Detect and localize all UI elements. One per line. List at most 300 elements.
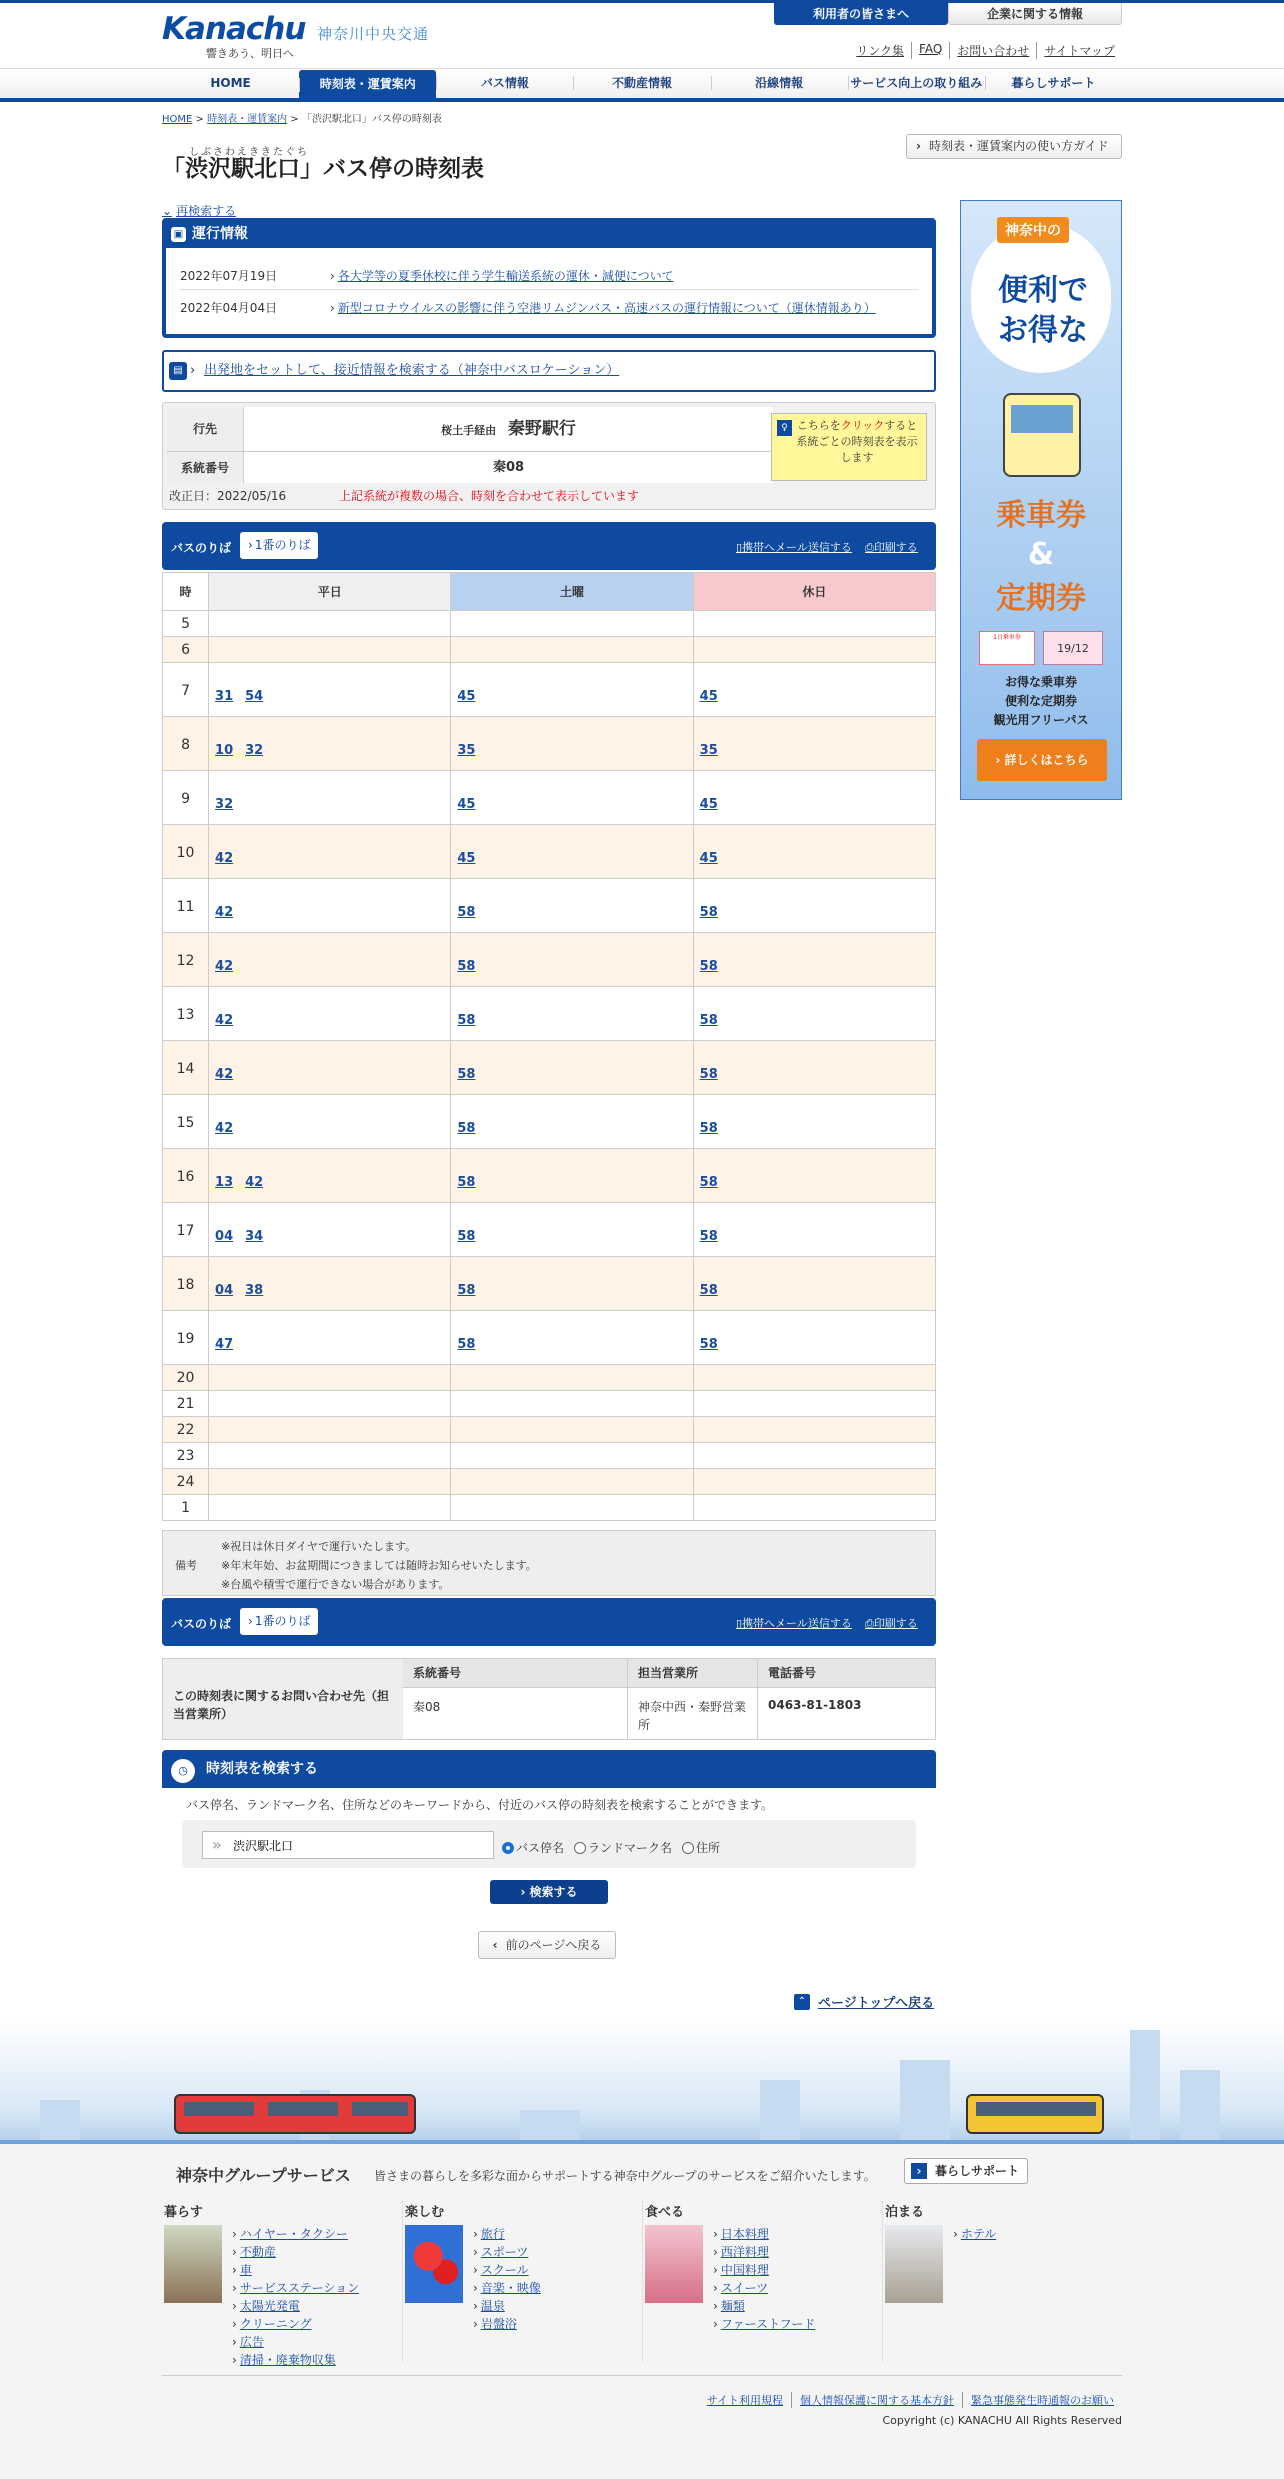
timetable-row <box>163 1311 936 1365</box>
header <box>162 3 1122 68</box>
revision-note: 上記系統が複数の場合、時刻を合わせて表示しています <box>339 489 640 503</box>
departure-minute[interactable]: 58 <box>699 1013 718 1028</box>
minutes-cell-su <box>693 611 935 637</box>
minutes-cell-wk <box>209 1469 451 1495</box>
copyright: Copyright (c) KANACHU All Rights Reserved <box>882 2414 1122 2427</box>
category-item[interactable] <box>232 2333 359 2351</box>
pole-label: バスのりば <box>171 541 232 555</box>
breadcrumb-timetable[interactable]: 時刻表・運賃案内 <box>207 114 288 125</box>
hour-cell: 24 <box>163 1469 209 1495</box>
timetable-row <box>163 1443 936 1469</box>
radio-landmark-mark[interactable] <box>574 1842 586 1854</box>
mail-link[interactable]: ▯携帯へメール送信する <box>736 541 852 554</box>
category-item-link[interactable]: 車 <box>239 2263 252 2277</box>
banner-headline <box>981 271 1105 351</box>
departure-minute[interactable]: 42 <box>215 959 234 974</box>
minutes-cell-sa <box>451 1041 693 1095</box>
pole-button[interactable]: › 1番のりば <box>240 1608 318 1635</box>
category-item[interactable] <box>713 2243 815 2261</box>
banner-list <box>961 673 1121 730</box>
articulated-bus-illustration <box>174 2094 416 2134</box>
departure-minute[interactable]: 58 <box>457 1121 476 1136</box>
page-top-link[interactable]: ページトップへ戻る <box>818 1996 935 2011</box>
timetable-row <box>163 987 936 1041</box>
link-contact[interactable]: お問い合わせ <box>949 42 1036 59</box>
hour-cell: 19 <box>163 1311 209 1365</box>
radio-bus-stop-label: バス停名 <box>516 1841 565 1855</box>
banner-ticket: 乗車券 <box>996 498 1086 533</box>
timetable-row <box>163 1469 936 1495</box>
departure-minute[interactable]: 04 <box>215 1283 234 1298</box>
category-item-link[interactable]: スクール <box>480 2263 529 2277</box>
departure-minute[interactable]: 45 <box>699 797 718 812</box>
print-link-text[interactable]: 印刷する <box>873 1617 918 1630</box>
category-item-link[interactable]: クリーニング <box>239 2317 312 2331</box>
minutes-cell-wk <box>209 825 451 879</box>
top-tabs <box>774 3 1122 25</box>
category-item[interactable] <box>713 2225 815 2243</box>
footer-link-terms[interactable]: サイト利用規程 <box>706 2394 783 2407</box>
guide-button[interactable]: › 時刻表・運賃案内の使い方ガイド <box>906 134 1122 159</box>
back-button[interactable]: ‹ 前のページへ戻る <box>478 1931 616 1959</box>
departure-minute[interactable]: 42 <box>215 851 234 866</box>
category-item[interactable] <box>713 2261 815 2279</box>
nav-area-info[interactable]: 沿線情報 <box>711 68 848 98</box>
category-item[interactable] <box>232 2315 359 2333</box>
category-item-link[interactable]: スイーツ <box>720 2281 769 2295</box>
print-link-text[interactable]: 印刷する <box>873 541 918 554</box>
category-eat <box>642 2201 882 2361</box>
category-item[interactable] <box>953 2225 996 2243</box>
minutes-cell-sa <box>451 1365 693 1391</box>
bus-pole-bar-top <box>162 522 936 570</box>
minutes-cell-su <box>693 825 935 879</box>
footer-link-privacy[interactable]: 個人情報保護に関する基本方針 <box>791 2392 962 2408</box>
category-item-link[interactable]: 麺類 <box>720 2299 745 2313</box>
minutes-cell-wk <box>209 1311 451 1365</box>
departure-minute[interactable]: 45 <box>699 851 718 866</box>
banner-list-item: 便利な定期券 <box>1004 694 1077 708</box>
tt-head-weekday: 平日 <box>209 573 451 611</box>
category-item[interactable] <box>473 2261 541 2279</box>
radio-landmark[interactable] <box>574 1839 672 1856</box>
category-item-link[interactable]: サービスステーション <box>239 2281 360 2295</box>
category-list <box>953 2225 996 2243</box>
minutes-cell-wk <box>209 717 451 771</box>
banner-more-button[interactable]: › 詳しくはこちら <box>977 739 1107 781</box>
category-item-link[interactable]: ハイヤー・タクシー <box>239 2227 348 2241</box>
timetable-row <box>163 1149 936 1203</box>
category-item[interactable] <box>232 2225 359 2243</box>
destination-info <box>162 402 936 510</box>
yellow-bus-illustration <box>966 2094 1104 2134</box>
timetable-row <box>163 611 936 637</box>
search-area <box>182 1820 916 1868</box>
search-input[interactable] <box>202 1831 494 1859</box>
departure-minute[interactable]: 45 <box>699 689 718 704</box>
timetable-row <box>163 771 936 825</box>
inquiry-table <box>162 1658 936 1740</box>
minutes-cell-sa <box>451 1257 693 1311</box>
dest-via: 桜土手経由 <box>441 424 497 437</box>
category-item-link[interactable]: 旅行 <box>480 2227 505 2241</box>
ops-item <box>180 294 918 322</box>
remarks-label: 備考 <box>175 1559 197 1572</box>
nav-timetable[interactable]: 時刻表・運賃案内 <box>299 70 436 98</box>
minutes-cell-sa <box>451 1149 693 1203</box>
bus-pole-bar-bottom <box>162 1598 936 1646</box>
tab-corporate[interactable]: 企業に関する情報 <box>948 3 1122 25</box>
minutes-cell-wk <box>209 1041 451 1095</box>
building <box>520 2110 580 2140</box>
tt-head-saturday: 土曜 <box>451 573 693 611</box>
revision-date: 改正日：2022/05/16 <box>169 489 287 503</box>
minutes-cell-sa <box>451 1469 693 1495</box>
breadcrumb-current: 「渋沢駅北口」バス停の時刻表 <box>301 114 442 125</box>
life-support-button[interactable]: › 暮らしサポート <box>904 2158 1028 2184</box>
group-description: 皆さまの暮らしを多彩な面からサポートする神奈中グループのサービスをご紹介いたします。 <box>374 2169 876 2183</box>
category-item[interactable] <box>232 2243 359 2261</box>
banner-line2: お得な <box>998 313 1088 348</box>
minutes-cell-su <box>693 1095 935 1149</box>
remark-line: ※台風や積雪で運行できない場合があります。 <box>221 1578 450 1591</box>
minutes-cell-wk <box>209 611 451 637</box>
remark-line: ※年末年始、お盆期間につきましては随時お知らせいたします。 <box>221 1559 537 1572</box>
departure-minute[interactable]: 42 <box>215 1013 234 1028</box>
category-item-link[interactable]: 岩盤浴 <box>480 2317 517 2331</box>
category-item-link[interactable]: 音楽・映像 <box>480 2281 541 2295</box>
minutes-cell-wk <box>209 1365 451 1391</box>
minutes-cell-sa <box>451 825 693 879</box>
departure-minute[interactable]: 10 <box>215 743 234 758</box>
departure-minute[interactable]: 34 <box>245 1229 264 1244</box>
timetable-icon: ◷ <box>171 1759 195 1783</box>
hour-cell: 16 <box>163 1149 209 1203</box>
category-item-link[interactable]: 清掃・廃棄物収集 <box>239 2353 336 2367</box>
departure-minute[interactable]: 13 <box>215 1175 234 1190</box>
hotel-photo <box>885 2225 943 2303</box>
inquiry-phone: 0463-81-1803 <box>757 1687 935 1739</box>
category-item-link[interactable]: 中国料理 <box>720 2263 769 2277</box>
pointer-icon: ♀ <box>777 420 792 436</box>
route-value: 秦08 <box>243 451 773 483</box>
nav-real-estate[interactable]: 不動産情報 <box>573 68 710 98</box>
minutes-cell-sa <box>451 1203 693 1257</box>
chevron-up-icon[interactable]: ⌃ <box>794 1994 810 2010</box>
logo[interactable] <box>162 13 305 61</box>
category-item[interactable] <box>232 2297 359 2315</box>
departure-minute[interactable]: 35 <box>457 743 476 758</box>
category-stay <box>882 2201 1122 2361</box>
departure-minute[interactable]: 58 <box>699 959 718 974</box>
departure-minute[interactable]: 45 <box>457 851 476 866</box>
radio-bus-stop-mark[interactable] <box>502 1842 514 1854</box>
minutes-cell-wk <box>209 879 451 933</box>
timetable <box>162 572 936 1521</box>
timetable-row <box>163 1203 936 1257</box>
minutes-cell-sa <box>451 1495 693 1521</box>
departure-minute[interactable]: 58 <box>457 959 476 974</box>
hour-cell: 20 <box>163 1365 209 1391</box>
building <box>760 2080 800 2140</box>
departure-minute[interactable]: 58 <box>457 905 476 920</box>
timetable-row <box>163 1417 936 1443</box>
mail-link[interactable]: ▯携帯へメール送信する <box>736 1617 852 1630</box>
minutes-cell-sa <box>451 637 693 663</box>
minutes-cell-su <box>693 1365 935 1391</box>
departure-minute[interactable]: 58 <box>699 1283 718 1298</box>
minutes-cell-wk <box>209 1417 451 1443</box>
ops-date: 2022年04月04日 <box>180 301 278 315</box>
hour-cell: 11 <box>163 879 209 933</box>
minutes-cell-su <box>693 933 935 987</box>
category-item[interactable] <box>232 2351 359 2369</box>
minutes-cell-su <box>693 879 935 933</box>
page-title: 「渋沢駅北口」バス停の時刻表 <box>162 156 484 182</box>
minutes-cell-su <box>693 1311 935 1365</box>
category-item[interactable] <box>713 2279 815 2297</box>
bus-window <box>352 2102 408 2116</box>
minutes-cell-su <box>693 1469 935 1495</box>
departure-minute[interactable]: 38 <box>245 1283 264 1298</box>
departure-minute[interactable]: 32 <box>245 743 264 758</box>
departure-minute[interactable]: 58 <box>699 1337 718 1352</box>
balloon-photo <box>405 2225 463 2303</box>
timetable-row <box>163 1257 936 1311</box>
departure-minute[interactable]: 42 <box>215 905 234 920</box>
departure-minute[interactable]: 35 <box>699 743 718 758</box>
minutes-cell-wk <box>209 1443 451 1469</box>
departure-minute[interactable]: 58 <box>699 1067 718 1082</box>
departure-minute[interactable]: 32 <box>215 797 234 812</box>
departure-minute[interactable]: 04 <box>215 1229 234 1244</box>
building <box>1130 2030 1160 2140</box>
link-sitemap[interactable]: サイトマップ <box>1036 42 1122 59</box>
category-title: 暮らす <box>164 2205 204 2220</box>
minutes-cell-sa <box>451 1391 693 1417</box>
hour-cell: 22 <box>163 1417 209 1443</box>
minutes-cell-wk <box>209 771 451 825</box>
inquiry-route: 秦08 <box>403 1687 627 1739</box>
bus-window <box>268 2102 338 2116</box>
breadcrumb-home[interactable]: HOME <box>162 114 193 125</box>
hour-cell: 23 <box>163 1443 209 1469</box>
ops-link[interactable]: › 各大学等の夏季休校に伴う学生輸送系統の運休・減便について <box>330 262 674 290</box>
category-item[interactable] <box>232 2279 359 2297</box>
operation-info <box>162 218 936 338</box>
hour-cell: 14 <box>163 1041 209 1095</box>
search-header <box>162 1750 936 1788</box>
house-photo <box>164 2225 222 2303</box>
minutes-cell-su <box>693 637 935 663</box>
click-text-pre: こちらを <box>796 419 841 432</box>
bus-window <box>184 2102 254 2116</box>
departure-minute[interactable]: 58 <box>699 1175 718 1190</box>
minutes-cell-wk <box>209 1149 451 1203</box>
departure-minute[interactable]: 45 <box>457 689 476 704</box>
nav-life-support[interactable]: 暮らしサポート <box>985 68 1122 98</box>
banner-line1: 便利で <box>998 273 1088 308</box>
category-list <box>713 2225 815 2333</box>
minutes-cell-sa <box>451 1417 693 1443</box>
minutes-cell-wk <box>209 933 451 987</box>
departure-minute[interactable]: 58 <box>457 1013 476 1028</box>
radio-address-mark[interactable] <box>682 1842 694 1854</box>
departure-minute[interactable]: 42 <box>215 1067 234 1082</box>
minutes-cell-wk <box>209 1257 451 1311</box>
nav-service[interactable]: サービス向上の取り組み <box>848 68 985 98</box>
category-item[interactable] <box>473 2297 541 2315</box>
banner-tag: 神奈中の <box>997 217 1069 243</box>
hour-cell: 9 <box>163 771 209 825</box>
minutes-cell-su <box>693 1257 935 1311</box>
departure-minute[interactable]: 42 <box>245 1175 264 1190</box>
tab-user[interactable]: 利用者の皆さまへ <box>774 3 948 25</box>
departure-minute[interactable]: 42 <box>215 1121 234 1136</box>
departure-minute[interactable]: 58 <box>457 1283 476 1298</box>
title-ruby: しぶさわえききたぐち <box>189 147 309 158</box>
building <box>1180 2070 1220 2140</box>
departure-minute[interactable]: 58 <box>457 1229 476 1244</box>
tt-head-hour: 時 <box>163 573 209 611</box>
bus-location-box <box>162 350 936 392</box>
category-item-link[interactable]: 西洋料理 <box>720 2245 769 2259</box>
link-links[interactable]: リンク集 <box>856 44 905 58</box>
bus-window <box>1011 405 1073 433</box>
hour-cell: 12 <box>163 933 209 987</box>
category-item-link[interactable]: 広告 <box>239 2335 264 2349</box>
click-text-post: すると系統ごとの時刻表を表示します <box>796 419 918 464</box>
minutes-cell-sa <box>451 1095 693 1149</box>
minutes-cell-sa <box>451 987 693 1041</box>
minutes-cell-su <box>693 1149 935 1203</box>
category-item-link[interactable]: スポーツ <box>480 2245 529 2259</box>
category-item[interactable] <box>473 2225 541 2243</box>
departure-minute[interactable]: 58 <box>699 1121 718 1136</box>
category-item[interactable] <box>713 2297 815 2315</box>
inquiry-office: 神奈中西・秦野営業所 <box>627 1687 757 1739</box>
departure-minute[interactable]: 58 <box>457 1337 476 1352</box>
route-label: 系統番号 <box>167 451 243 483</box>
mail-link-text[interactable]: 携帯へメール送信する <box>742 1617 852 1630</box>
inquiry-label: この時刻表に関するお問い合わせ先（担当営業所） <box>163 1659 403 1739</box>
route-timetable-click-box[interactable] <box>771 413 927 481</box>
dest-name: 秦野駅行 <box>507 419 576 439</box>
bus-window <box>976 2102 1096 2116</box>
departure-minute[interactable]: 54 <box>245 689 264 704</box>
hour-cell: 6 <box>163 637 209 663</box>
operation-info-title: 運行情報 <box>192 226 248 242</box>
research-link[interactable]: ⌄ 再検索する <box>162 202 236 219</box>
ticket-image-1: 1日乗車券 <box>979 631 1035 665</box>
timetable-row <box>163 1365 936 1391</box>
hour-cell: 21 <box>163 1391 209 1417</box>
pole-button[interactable]: › 1番のりば <box>240 532 318 559</box>
search-button[interactable]: › 検索する <box>490 1880 608 1904</box>
minutes-cell-wk <box>209 1391 451 1417</box>
mail-link-text[interactable]: 携帯へメール送信する <box>742 541 852 554</box>
category-item-link[interactable]: 温泉 <box>480 2299 505 2313</box>
category-item-link[interactable]: ファーストフード <box>720 2317 816 2331</box>
category-live <box>162 2201 402 2367</box>
radio-bus-stop[interactable] <box>502 1839 564 1856</box>
minutes-cell-su <box>693 1443 935 1469</box>
logo-text[interactable]: Kanachu <box>162 11 306 47</box>
double-chevron-icon: » <box>212 1835 222 1854</box>
print-link[interactable]: ⎙印刷する <box>865 1617 918 1630</box>
hour-cell: 15 <box>163 1095 209 1149</box>
hour-cell: 18 <box>163 1257 209 1311</box>
timetable-row <box>163 1391 936 1417</box>
minutes-cell-su <box>693 1041 935 1095</box>
radio-address[interactable] <box>682 1839 720 1856</box>
nav-home[interactable]: HOME <box>210 76 251 90</box>
category-item[interactable] <box>713 2315 815 2333</box>
tt-head-holiday: 休日 <box>693 573 935 611</box>
ops-link[interactable]: › 新型コロナウイルスの影響に伴う空港リムジンバス・高速バスの運行情報について（運休情報あり） <box>330 294 876 322</box>
minutes-cell-wk <box>209 1495 451 1521</box>
departure-minute[interactable]: 31 <box>215 689 234 704</box>
pole-label: バスのりば <box>171 1617 232 1631</box>
bus-icon: ▣ <box>171 227 186 242</box>
category-item-link[interactable]: ホテル <box>960 2227 997 2241</box>
category-item-link[interactable]: 不動産 <box>239 2245 276 2259</box>
departure-minute[interactable]: 58 <box>699 905 718 920</box>
banner-more-label[interactable]: 詳しくはこちら <box>1004 753 1089 767</box>
category-item-link[interactable]: 日本料理 <box>720 2227 769 2241</box>
hour-cell: 10 <box>163 825 209 879</box>
hour-cell: 1 <box>163 1495 209 1521</box>
departure-minute[interactable]: 58 <box>457 1175 476 1190</box>
logo-tagline: 響きあう、明日へ <box>206 47 294 60</box>
hour-cell: 7 <box>163 663 209 717</box>
minutes-cell-sa <box>451 663 693 717</box>
departure-minute[interactable]: 58 <box>457 1067 476 1082</box>
radio-address-label: 住所 <box>696 1841 721 1855</box>
timetable-row <box>163 1095 936 1149</box>
category-item[interactable] <box>473 2279 541 2297</box>
minutes-cell-wk <box>209 987 451 1041</box>
print-link[interactable]: ⎙印刷する <box>865 541 918 554</box>
sweets-photo <box>645 2225 703 2303</box>
minutes-cell-sa <box>451 933 693 987</box>
inquiry-head-office: 担当営業所 <box>627 1659 757 1687</box>
departure-minute[interactable]: 58 <box>699 1229 718 1244</box>
group-title: 神奈中グループサービス <box>176 2166 351 2185</box>
banner-list-item: 観光用フリーパス <box>993 713 1089 727</box>
minutes-cell-su <box>693 771 935 825</box>
category-item[interactable] <box>473 2243 541 2261</box>
link-faq[interactable]: FAQ <box>911 42 949 59</box>
nav-bus-info[interactable]: バス情報 <box>436 68 573 98</box>
departure-minute[interactable]: 45 <box>457 797 476 812</box>
departure-minute[interactable]: 47 <box>215 1337 234 1352</box>
inquiry-head-phone: 電話番号 <box>757 1659 935 1687</box>
bus-location-link[interactable]: 出発地をセットして、接近情報を検索する（神奈中バスロケーション） <box>204 363 620 378</box>
company-name: 神奈川中央交通 <box>317 25 430 43</box>
banner-list-item: お得な乗車券 <box>1004 675 1077 689</box>
ticket-banner[interactable] <box>960 200 1122 800</box>
category-item[interactable] <box>473 2315 541 2333</box>
footer-link-emergency[interactable]: 緊急事態発生時通報のお願い <box>962 2392 1122 2408</box>
category-item-link[interactable]: 太陽光発電 <box>239 2299 300 2313</box>
building <box>900 2060 950 2140</box>
hour-cell: 8 <box>163 717 209 771</box>
minutes-cell-sa <box>451 1311 693 1365</box>
category-item[interactable] <box>232 2261 359 2279</box>
timetable-row <box>163 663 936 717</box>
timetable-row <box>163 1041 936 1095</box>
